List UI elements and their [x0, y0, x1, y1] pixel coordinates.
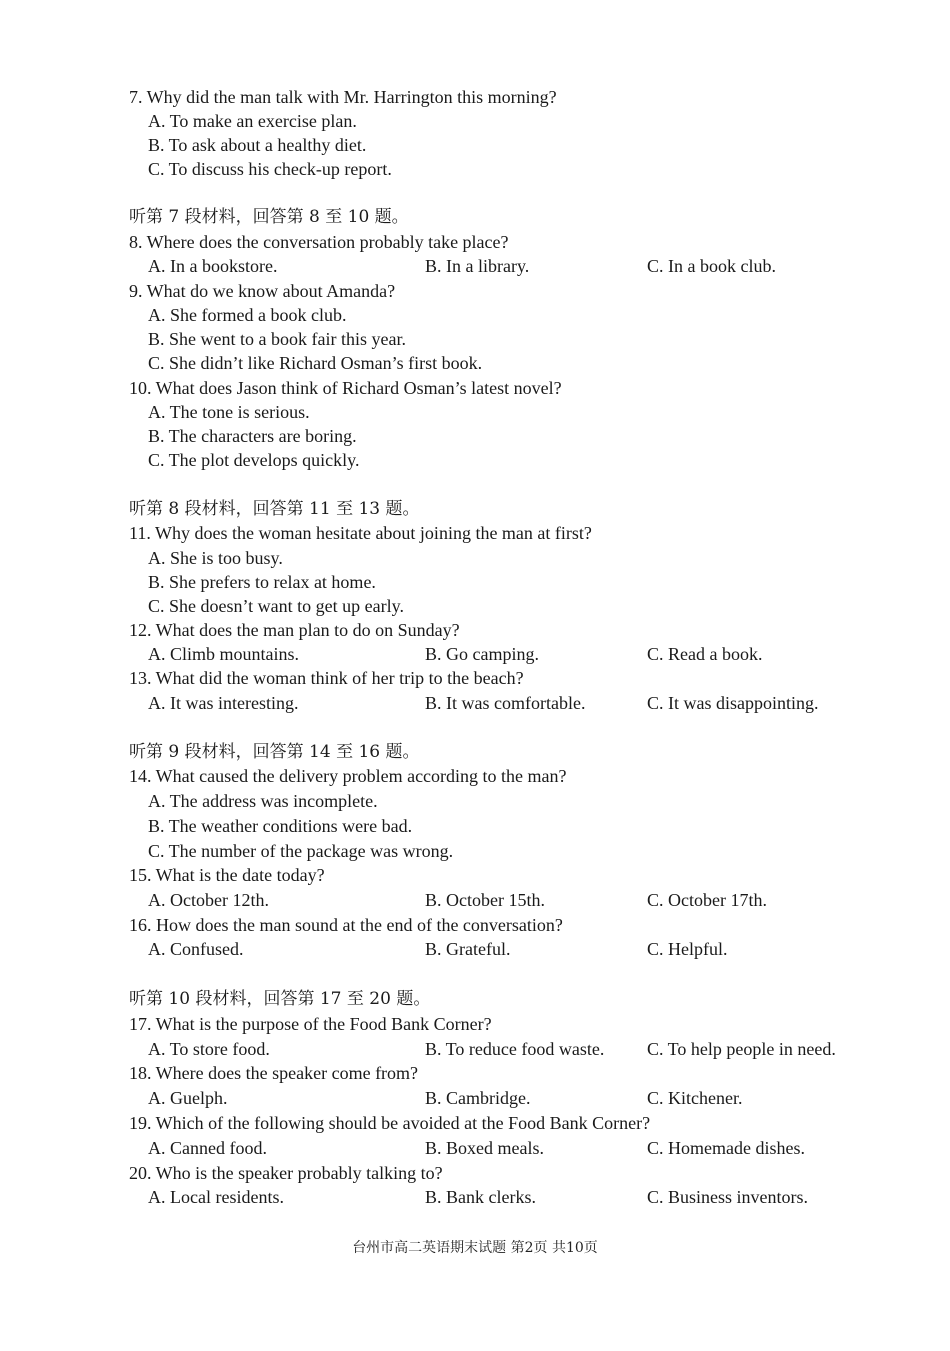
question-18: 18. Where does the speaker come from?: [129, 1063, 419, 1083]
q19-option-a: A. Canned food.: [148, 1138, 267, 1158]
q18-option-a: A. Guelph.: [148, 1088, 228, 1108]
q16-option-a: A. Confused.: [148, 939, 244, 959]
q14-option-c: C. The number of the package was wrong.: [148, 841, 454, 861]
q7-option-c: C. To discuss his check-up report.: [148, 159, 392, 179]
q9-option-c: C. She didn’t like Richard Osman’s first book.: [148, 353, 483, 373]
question-14: 14. What caused the delivery problem according to the man?: [129, 766, 567, 786]
question-8: 8. Where does the conversation probably take place?: [129, 232, 509, 252]
q16-option-c: C. Helpful.: [647, 939, 728, 959]
q17-option-a: A. To store food.: [148, 1039, 270, 1059]
q8-option-a: A. In a bookstore.: [148, 256, 278, 276]
page-footer: 台州市高二英语期末试题 第2页 共10页: [352, 1240, 598, 1256]
question-7: 7. Why did the man talk with Mr. Harrington this morning?: [129, 87, 557, 107]
q20-option-b: B. Bank clerks.: [425, 1187, 536, 1207]
q7-option-b: B. To ask about a healthy diet.: [148, 135, 367, 155]
q11-option-a: A. She is too busy.: [148, 548, 283, 568]
q15-option-a: A. October 12th.: [148, 890, 269, 910]
q17-option-b: B. To reduce food waste.: [425, 1039, 605, 1059]
question-13: 13. What did the woman think of her trip to the beach?: [129, 668, 524, 688]
q13-option-c: C. It was disappointing.: [647, 693, 819, 713]
section-heading-10: 听第 10 段材料，回答第 17 至 20 题。: [129, 989, 431, 1009]
q12-option-a: A. Climb mountains.: [148, 644, 300, 664]
q8-option-c: C. In a book club.: [647, 256, 776, 276]
q16-option-b: B. Grateful.: [425, 939, 511, 959]
q19-option-c: C. Homemade dishes.: [647, 1138, 805, 1158]
question-16: 16. How does the man sound at the end of the conversation?: [129, 915, 563, 935]
question-17: 17. What is the purpose of the Food Bank Corner?: [129, 1014, 492, 1034]
section-heading-9: 听第 9 段材料，回答第 14 至 16 题。: [129, 742, 420, 762]
question-11: 11. Why does the woman hesitate about joining the man at first?: [129, 523, 592, 543]
q20-option-c: C. Business inventors.: [647, 1187, 809, 1207]
q18-option-c: C. Kitchener.: [647, 1088, 743, 1108]
q12-option-b: B. Go camping.: [425, 644, 539, 664]
q14-option-b: B. The weather conditions were bad.: [148, 816, 413, 836]
q9-option-b: B. She went to a book fair this year.: [148, 329, 406, 349]
question-10: 10. What does Jason think of Richard Osman’s latest novel?: [129, 378, 562, 398]
question-12: 12. What does the man plan to do on Sunday?: [129, 620, 460, 640]
q17-option-c: C. To help people in need.: [647, 1039, 836, 1059]
section-heading-7: 听第 7 段材料，回答第 8 至 10 题。: [129, 207, 409, 227]
q18-option-b: B. Cambridge.: [425, 1088, 531, 1108]
q15-option-c: C. October 17th.: [647, 890, 767, 910]
question-20: 20. Who is the speaker probably talking to?: [129, 1163, 443, 1183]
question-9: 9. What do we know about Amanda?: [129, 281, 396, 301]
q10-option-b: B. The characters are boring.: [148, 426, 357, 446]
q11-option-b: B. She prefers to relax at home.: [148, 572, 376, 592]
q10-option-c: C. The plot develops quickly.: [148, 450, 360, 470]
q9-option-a: A. She formed a book club.: [148, 305, 347, 325]
q11-option-c: C. She doesn’t want to get up early.: [148, 596, 404, 616]
q8-option-b: B. In a library.: [425, 256, 530, 276]
q13-option-b: B. It was comfortable.: [425, 693, 586, 713]
q19-option-b: B. Boxed meals.: [425, 1138, 544, 1158]
q12-option-c: C. Read a book.: [647, 644, 763, 664]
q20-option-a: A. Local residents.: [148, 1187, 284, 1207]
q10-option-a: A. The tone is serious.: [148, 402, 310, 422]
q13-option-a: A. It was interesting.: [148, 693, 299, 713]
question-19: 19. Which of the following should be avoided at the Food Bank Corner?: [129, 1113, 651, 1133]
q15-option-b: B. October 15th.: [425, 890, 545, 910]
q7-option-a: A. To make an exercise plan.: [148, 111, 357, 131]
question-15: 15. What is the date today?: [129, 865, 325, 885]
section-heading-8: 听第 8 段材料，回答第 11 至 13 题。: [129, 499, 420, 519]
q14-option-a: A. The address was incomplete.: [148, 791, 378, 811]
